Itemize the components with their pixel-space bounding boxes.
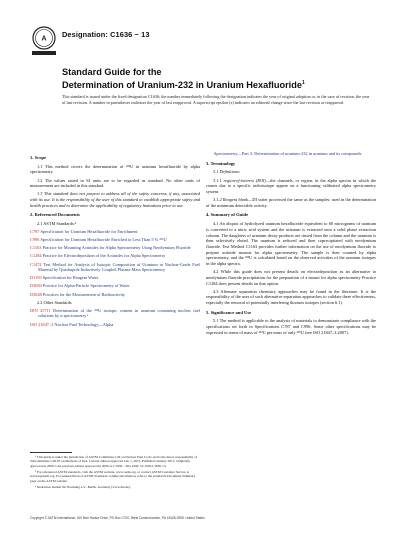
astm-standards-label: 2.1 ASTM Standards:² (37, 221, 77, 227)
left-column (30, 151, 200, 330)
definition-roi: 3.1.1 region-of-interest (ROI)—the channels, or region, in the alpha spectra in which the counts due to a specific radioisotope appear on a functioning calibrated alpha spectrometry system. (206, 177, 376, 194)
reference-item[interactable]: D1193 Specification for Reagent Water (30, 275, 99, 281)
definition-reagent-blank: 3.1.2 Reagent blank—DI water processed the same as the samples; used in the determination of the minimum detectable activity. (206, 197, 376, 208)
reference-item[interactable]: C996 Specification for Uranium Hexafluoride Enriched to Less Than 5 % ²³⁵U (30, 237, 167, 243)
section-heading-references: 2. Referenced Documents (30, 212, 80, 218)
footnote-divider (30, 452, 72, 453)
iso-reference[interactable]: ISO 21847–3 Nuclear Fuel Technology—Alpha (30, 321, 114, 327)
scope-1-2: 1.2 The values stated in SI units are to be regarded as standard. No other units of measurement are included in this standard. (30, 177, 200, 189)
designation-notice: This standard is issued under the fixed designation C1636; the number immediately following the designation indicates the year of original adoption or, in the case of revision, the year of last revision. A number in parentheses indicates the year of last reapproval. A superscript epsilon (ε) indicates an editorial change since the last revision or reapproval. (62, 94, 370, 105)
reference-item[interactable]: C1163 Practice for Mounting Actinides for Alpha Spectrometry Using Neodymium Fluoride (30, 245, 191, 251)
svg-text:A: A (41, 35, 47, 43)
section-heading-terminology: 3. Terminology (206, 160, 236, 166)
copyright-line: Copyright © ASTM International, 100 Barr Harbor Drive, PO Box C700, West Conshohocken, PA 19428-2959. United States (30, 516, 205, 520)
footnote-3: ³ Deutsches Institut für Normung e.V., Berlin, Germany (www.din.de). (35, 484, 131, 489)
astm-logo-icon (30, 26, 58, 58)
document-title (62, 67, 362, 91)
reference-item[interactable]: C1284 Practice for Electrodeposition of the Actinides for Alpha Spectrometry (30, 253, 166, 259)
reference-item[interactable]: D3648 Practices for the Measurement of Radioactivity (30, 291, 126, 297)
footnote-2: ² For referenced ASTM standards, visit the ASTM website, www.astm.org, or contact ASTM Customer Service at service@astm.org. For Annual Book of ASTM Standards volume information, refer to the standard's Document Summary page on the ASTM website. (30, 469, 196, 483)
reference-item[interactable]: D3084 Practice for Alpha-Particle Spectrometry of Water (30, 283, 130, 289)
section-heading-summary: 4. Summary of Guide (206, 212, 249, 218)
summary-4-3: 4.3 Alternate separation chemistry approaches may be found in the literature. It is the responsibility of the user of such alternative separation approaches to validate there effectiveness, especially the removal of potentially interfering thorium isotopes (section 6.1). (206, 288, 376, 306)
footnotes (30, 452, 200, 491)
other-standards-label: 2.2 Other Standards (37, 299, 72, 305)
reference-item[interactable]: C787 Specification for Uranium Hexafluoride for Enrichment (30, 229, 138, 235)
section-heading-significance: 5. Significance and Use (206, 309, 252, 315)
right-column (206, 151, 376, 338)
definitions-label: 3.1 Definitions: (213, 169, 241, 175)
designation: Designation: C1636 − 13 (62, 30, 150, 39)
section-heading-scope: 1. Scope (30, 155, 47, 160)
summary-4-1: 4.1 An aliquot of hydrolyzed uranium hexafluoride equivalent to 60 micrograms of uranium is converted to a nitric acid system and the uranium is extracted onto a solid phase extraction column. The daughters of uranium decay products are rinsed from the column and the uranium is then selectively eluted. The uranium is reduced and then coprecipitated with neodymium fluoride. Test Method C1163 provides further information on the use of neodymium fluoride to prepare actinide mounts for alpha spectrometry. The sample is then counted by alpha spectrometry, and the ²³²U is calculated based on the observed activities of the uranium isotopes in the alpha spectra. (206, 221, 376, 267)
summary-4-2: 4.2 While this guide does not present details on electrodeposition as an alternative to neodymium fluoride precipitation for the preparation of a mount for alpha spectrometry Practice C1284 does present details on that option. (206, 269, 376, 286)
iso-reference-continued[interactable]: Spectrometry—Part 3: Determination of uranium-232 in uranium and its compounds. (214, 151, 363, 156)
din-reference[interactable]: DIN 25711 Determination of the ²³²U isotopic content in uranium containing nuclear fuel solutions by α spectrometry.³ (30, 307, 200, 319)
footnote-1: ¹ This guide is under the jurisdiction of ASTM Committee C26 on Nuclear Fuel Cycle and is the direct responsibility of Subcommittee C26.05 on Methods of Test. Current edition approved Jan. 1, 2013. Published January 2013. Originally approved in 2006. Last previous edition approved in 2006 as C1636 – 06a. DOI: 10.1520/C1636-13. (30, 455, 198, 468)
reference-item[interactable]: C1474 Test Method for Analysis of Isotopic Composition of Uranium in Nuclear-Grade Fuel Material by Quadrupole Inductively Coupled Plasma-Mass Spectrometry (30, 261, 200, 273)
astm-reference-list (30, 229, 200, 297)
scope-1-3: 1.3 This standard does not purport to address all of the safety concerns, if any, associated with its use. It is the responsibility of the user of this standard to establish appropriate safety and health practices and to determine the applicability of regulatory limitations prior to use. (30, 191, 200, 208)
title-line-2: Determination of Uranium-232 in Uranium Hexafluoride$^1$ (62, 80, 305, 91)
significance-5-1: 5.1 The method is applicable to the analysis of materials to demonstrate compliance with the specifications set forth in Specifications C787 and C996. Some other specifications may be expressed in terms of mass of ²³²U per mass of only ²³⁵U (see ISO 21847–3:2007). (206, 318, 376, 335)
scope-1-1: 1.1 This method covers the determination of ²³²U in uranium hexafluoride by alpha spectrometry. (30, 163, 200, 175)
title-line-1: Standard Guide for the (62, 67, 162, 77)
